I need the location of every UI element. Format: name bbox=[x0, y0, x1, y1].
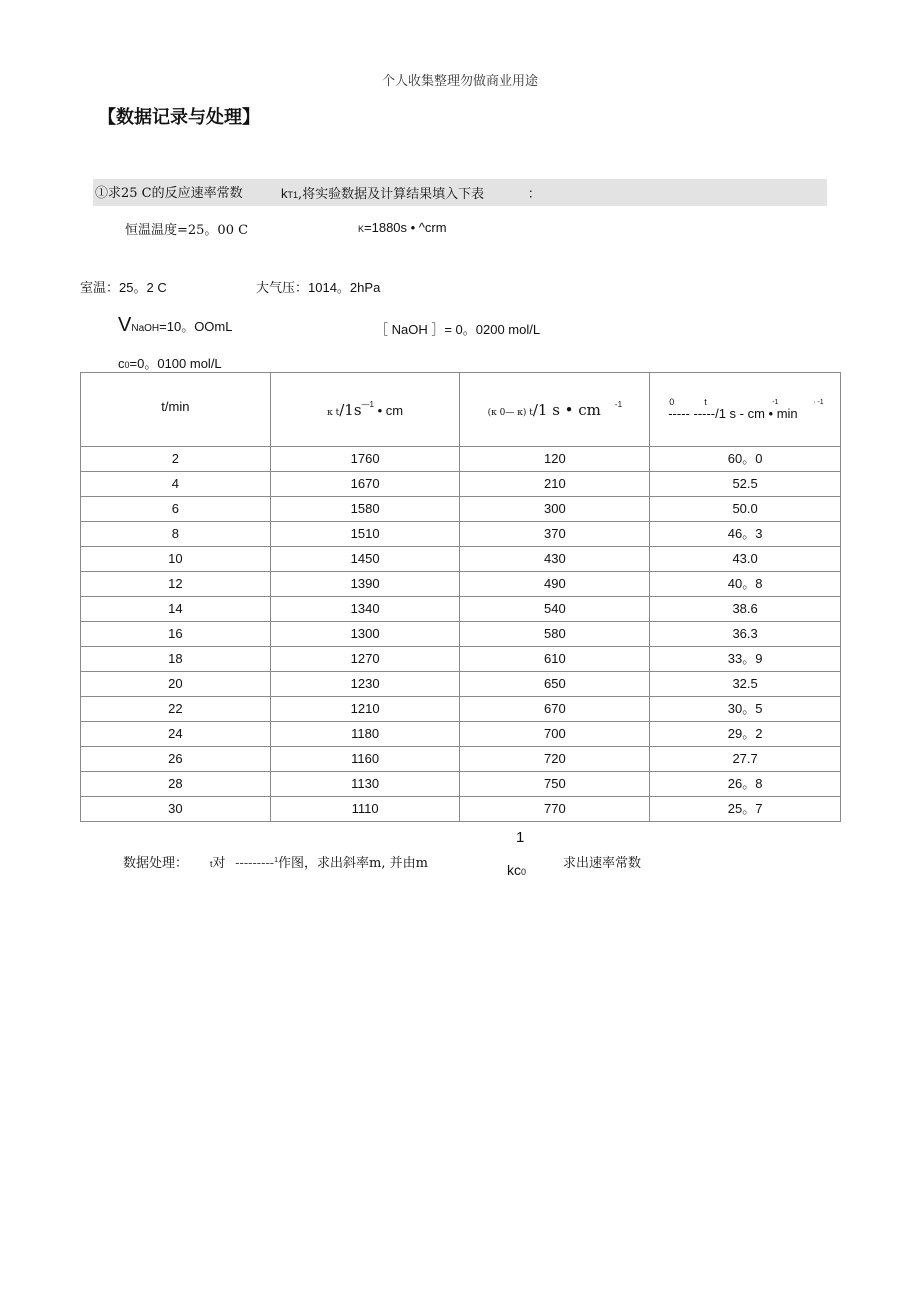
cell-ratio: 33。9 bbox=[650, 647, 841, 672]
kappa-initial bbox=[358, 220, 447, 235]
room-temp-label: 室温： bbox=[80, 281, 120, 296]
naoh-volume bbox=[118, 314, 232, 337]
cell-time: 16 bbox=[81, 622, 271, 647]
cell-ratio: 52.5 bbox=[650, 472, 841, 497]
header-kappa-t-pre: κ t bbox=[327, 408, 340, 418]
fraction-den-sub: 0 bbox=[521, 867, 527, 877]
cell-kappa-t: 1450 bbox=[270, 547, 460, 572]
cell-ratio: 29。2 bbox=[650, 722, 841, 747]
v-subscript: NaOH bbox=[131, 323, 160, 334]
v-value: =10。OOmL bbox=[159, 319, 233, 334]
header-kappa-diff-mid: /1 s • cm bbox=[532, 401, 601, 419]
cell-ratio: 46。3 bbox=[650, 522, 841, 547]
footer-label: 数据处理： bbox=[123, 856, 189, 871]
fraction-numerator: 1 bbox=[516, 829, 525, 846]
header-kappa-diff bbox=[460, 373, 650, 447]
table-row bbox=[81, 497, 841, 522]
footer-end: 求出速率常数 bbox=[563, 856, 642, 871]
cell-kappa-diff: 750 bbox=[460, 772, 650, 797]
cell-time: 8 bbox=[81, 522, 271, 547]
footer-sup: 1 bbox=[274, 857, 279, 864]
v-symbol: V bbox=[118, 314, 132, 336]
cell-kappa-diff: 580 bbox=[460, 622, 650, 647]
header-ratio-sup2: · -1 bbox=[813, 399, 824, 406]
cell-kappa-t: 1300 bbox=[270, 622, 460, 647]
header-ratio-line: ----- -----/1 s - cm • min bbox=[668, 406, 798, 421]
section-title: 【数据记录与处理】 bbox=[98, 107, 260, 127]
cell-kappa-diff: 300 bbox=[460, 497, 650, 522]
cell-ratio: 36.3 bbox=[650, 622, 841, 647]
header-time bbox=[81, 373, 271, 447]
table-row bbox=[81, 797, 841, 822]
cell-ratio: 38.6 bbox=[650, 597, 841, 622]
task-colon: ： bbox=[527, 186, 541, 201]
naoh-concentration: ［ NaOH ］= 0。0200 mol/L bbox=[375, 322, 541, 337]
cell-ratio: 30。5 bbox=[650, 697, 841, 722]
cell-time: 22 bbox=[81, 697, 271, 722]
cell-ratio: 43.0 bbox=[650, 547, 841, 572]
header-ratio-top2: t bbox=[704, 397, 707, 407]
footer-instruction bbox=[210, 852, 428, 871]
header-kappa-t bbox=[270, 373, 460, 447]
header-ratio bbox=[650, 373, 841, 447]
table-header-row bbox=[81, 373, 841, 447]
cell-ratio: 40。8 bbox=[650, 572, 841, 597]
cell-ratio: 60。0 bbox=[650, 447, 841, 472]
footer-dui: 对 bbox=[212, 856, 226, 871]
cell-time: 12 bbox=[81, 572, 271, 597]
data-table bbox=[80, 372, 841, 822]
header-time-label: t/min bbox=[161, 399, 190, 414]
initial-concentration bbox=[118, 353, 222, 372]
table-row bbox=[81, 572, 841, 597]
c0-value: =0。0100 mol/L bbox=[129, 356, 222, 371]
table-row bbox=[81, 447, 841, 472]
room-temp-value: 25。2 C bbox=[119, 280, 167, 295]
kappa-value: =1880s • ^crm bbox=[364, 220, 447, 235]
cell-kappa-t: 1760 bbox=[270, 447, 460, 472]
table-row bbox=[81, 597, 841, 622]
table-row bbox=[81, 622, 841, 647]
room-temperature bbox=[80, 277, 167, 296]
cell-time: 2 bbox=[81, 447, 271, 472]
task-instruction: ,将实验数据及计算结果填入下表 bbox=[298, 187, 485, 202]
cell-time: 30 bbox=[81, 797, 271, 822]
fraction-denominator bbox=[507, 862, 526, 878]
cell-kappa-t: 1110 bbox=[270, 797, 460, 822]
cell-kappa-t: 1160 bbox=[270, 747, 460, 772]
table-row bbox=[81, 772, 841, 797]
cell-kappa-t: 1130 bbox=[270, 772, 460, 797]
cell-kappa-diff: 540 bbox=[460, 597, 650, 622]
header-kappa-t-mid: /1s bbox=[339, 401, 362, 419]
footer-dashes: --------- bbox=[235, 855, 275, 870]
header-ratio-sup1: -1 bbox=[772, 399, 779, 406]
table-row bbox=[81, 722, 841, 747]
cell-time: 20 bbox=[81, 672, 271, 697]
watermark-text: 个人收集整理勿做商业用途 bbox=[381, 74, 538, 89]
table-row bbox=[81, 672, 841, 697]
cell-kappa-diff: 650 bbox=[460, 672, 650, 697]
cell-kappa-diff: 610 bbox=[460, 647, 650, 672]
cell-ratio: 27.7 bbox=[650, 747, 841, 772]
table-row bbox=[81, 547, 841, 572]
cell-kappa-diff: 490 bbox=[460, 572, 650, 597]
table-row bbox=[81, 522, 841, 547]
fraction-den-text: kc bbox=[507, 862, 521, 878]
cell-kappa-t: 1390 bbox=[270, 572, 460, 597]
cell-kappa-diff: 770 bbox=[460, 797, 650, 822]
cell-ratio: 26。8 bbox=[650, 772, 841, 797]
cell-kappa-diff: 370 bbox=[460, 522, 650, 547]
cell-time: 28 bbox=[81, 772, 271, 797]
cell-time: 14 bbox=[81, 597, 271, 622]
header-kappa-diff-pre: (κ 0— κ) t bbox=[487, 408, 533, 418]
table-row bbox=[81, 647, 841, 672]
cell-time: 10 bbox=[81, 547, 271, 572]
table-row bbox=[81, 747, 841, 772]
cell-time: 26 bbox=[81, 747, 271, 772]
cell-kappa-diff: 720 bbox=[460, 747, 650, 772]
cell-kappa-t: 1670 bbox=[270, 472, 460, 497]
kappa-subscript: K bbox=[358, 224, 365, 234]
cell-kappa-diff: 430 bbox=[460, 547, 650, 572]
cell-kappa-t: 1510 bbox=[270, 522, 460, 547]
cell-time: 18 bbox=[81, 647, 271, 672]
task-left-text: ①求25 C的反应速率常数 bbox=[95, 186, 243, 201]
cell-kappa-t: 1340 bbox=[270, 597, 460, 622]
table-body bbox=[81, 447, 841, 822]
header-ratio-top1: 0 bbox=[669, 397, 675, 407]
cell-kappa-t: 1210 bbox=[270, 697, 460, 722]
pressure-value: 1014。2hPa bbox=[308, 280, 381, 295]
cell-time: 6 bbox=[81, 497, 271, 522]
footer-t-sub: t bbox=[210, 859, 213, 869]
cell-time: 4 bbox=[81, 472, 271, 497]
task-right-text bbox=[281, 183, 541, 202]
footer-mid: 作图，求出斜率m, 并由m bbox=[278, 856, 428, 871]
cell-ratio: 25。7 bbox=[650, 797, 841, 822]
header-kappa-diff-sup: -1 bbox=[614, 400, 623, 409]
cell-kappa-diff: 700 bbox=[460, 722, 650, 747]
cell-kappa-t: 1580 bbox=[270, 497, 460, 522]
cell-ratio: 50.0 bbox=[650, 497, 841, 522]
k-symbol: k bbox=[281, 186, 288, 201]
k-subscript: T1 bbox=[287, 190, 299, 200]
header-kappa-t-post: • cm bbox=[373, 403, 404, 418]
cell-kappa-diff: 670 bbox=[460, 697, 650, 722]
cell-kappa-t: 1230 bbox=[270, 672, 460, 697]
cell-kappa-t: 1180 bbox=[270, 722, 460, 747]
c0-symbol: c bbox=[118, 356, 125, 371]
cell-kappa-diff: 210 bbox=[460, 472, 650, 497]
cell-kappa-diff: 120 bbox=[460, 447, 650, 472]
cell-kappa-t: 1270 bbox=[270, 647, 460, 672]
cell-time: 24 bbox=[81, 722, 271, 747]
table-row bbox=[81, 697, 841, 722]
constant-temperature: 恒温温度=25。00 C bbox=[125, 223, 249, 238]
table-row bbox=[81, 472, 841, 497]
pressure-label: 大气压： bbox=[256, 281, 309, 296]
c0-subscript: 0 bbox=[124, 360, 130, 370]
atmospheric-pressure bbox=[256, 277, 380, 296]
header-kappa-t-sup: —1 bbox=[361, 400, 374, 409]
cell-ratio: 32.5 bbox=[650, 672, 841, 697]
